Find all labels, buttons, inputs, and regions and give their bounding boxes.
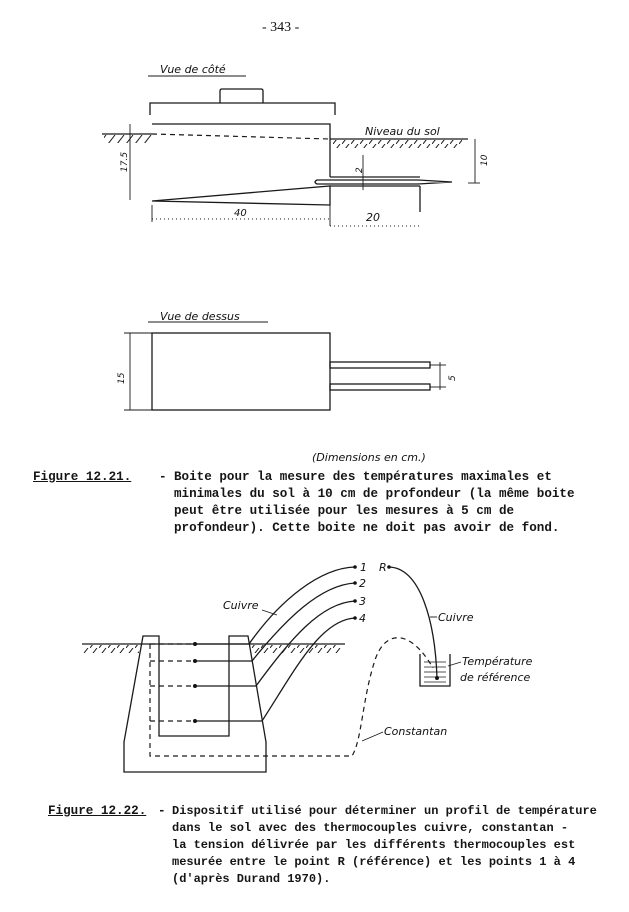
reference-bath <box>420 654 450 686</box>
caption-line: la tension délivrée par les différents thermocouples est <box>172 838 576 852</box>
dim-gap: 2 <box>355 167 365 173</box>
caption-line: dans le sol avec des thermocouples cuivre, constantan - <box>172 821 569 835</box>
thermocouple-diagram <box>82 561 533 772</box>
reference-temp-line2: de référence <box>460 671 531 684</box>
side-view-diagram <box>102 63 490 226</box>
copper-wire-1 <box>249 567 355 644</box>
figure-12-22-caption <box>48 803 628 893</box>
dim-height: 17.5 <box>120 151 130 172</box>
caption-dash: - <box>158 804 166 818</box>
caption-line: profondeur). Cette boite ne doit pas avoir de fond. <box>174 521 560 535</box>
caption-line: Dispositif utilisé pour déterminer un profil de température <box>172 804 597 818</box>
constantan-wire <box>150 638 433 756</box>
figure-label: Figure 12.21. <box>33 470 132 484</box>
wire-label-4: 4 <box>359 612 366 625</box>
caption-line: minimales du sol à 10 cm de profondeur (la même boite <box>174 487 575 501</box>
lid-handle <box>220 89 263 103</box>
copper-wire-reference <box>389 567 437 678</box>
probe-top-1 <box>330 362 430 368</box>
caption-line: mesurée entre le point R (référence) et les points 1 à 4 <box>172 855 576 869</box>
constantan-label: Constantan <box>384 725 448 738</box>
top-view-diagram <box>117 310 458 464</box>
probe-top-2 <box>330 384 430 390</box>
dim-depth: 10 <box>480 154 490 166</box>
dim-width: 15 <box>117 372 127 384</box>
caption-dash: - <box>159 470 167 484</box>
units-note: (Dimensions en cm.) <box>312 451 426 464</box>
figure-label: Figure 12.22. <box>48 804 147 818</box>
box-lid <box>150 103 335 115</box>
dim-probe-spacing: 5 <box>448 375 458 381</box>
thermometer-probe <box>315 180 452 184</box>
ground-level-label: Niveau du sol <box>365 125 440 138</box>
wire-label-2: 2 <box>359 577 366 590</box>
reference-temp-line1: Température <box>462 655 533 668</box>
box-top <box>152 333 330 410</box>
copper-label-right: Cuivre <box>438 611 474 624</box>
page-number: - 343 - <box>262 20 300 35</box>
side-view-title: Vue de côté <box>160 63 226 76</box>
figure-12-21-caption <box>33 469 623 539</box>
dim-length: 40 <box>234 208 247 219</box>
caption-line: peut être utilisée pour les mesures à 5 cm de <box>174 504 515 518</box>
top-view-title: Vue de dessus <box>160 310 240 323</box>
box-body <box>152 124 330 205</box>
reference-point-label: R <box>379 561 387 574</box>
dim-probe-length: 20 <box>366 211 380 224</box>
wire-label-3: 3 <box>359 595 366 608</box>
copper-label-left: Cuivre <box>223 599 259 612</box>
thermocouple-rows <box>150 642 262 723</box>
wire-label-1: 1 <box>360 561 367 574</box>
caption-line: Boite pour la mesure des températures maximales et <box>174 470 552 484</box>
caption-line: (d'après Durand 1970). <box>172 872 331 886</box>
soil-block <box>124 636 266 772</box>
